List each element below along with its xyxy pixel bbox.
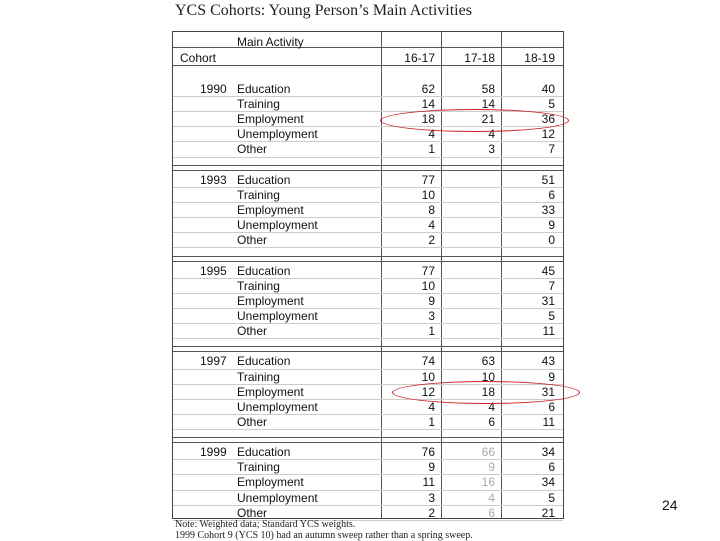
value-cell: 62: [421, 82, 435, 96]
value-cell: 9: [488, 460, 495, 475]
value-cell: 77: [421, 172, 435, 187]
cohort-separator: [173, 442, 563, 443]
row-line: [173, 293, 563, 294]
value-cell: 11: [542, 414, 555, 429]
age-header-18-19: 18-19: [524, 51, 555, 65]
activity-label: Training: [237, 460, 280, 475]
value-cell: 11: [422, 475, 435, 490]
header-divider: [173, 47, 563, 48]
value-cell: 12: [541, 127, 555, 142]
value-cell: 10: [421, 278, 435, 293]
value-cell: 6: [488, 414, 495, 429]
cohort-separator: [173, 437, 563, 438]
note-weighting: Note: Weighted data; Standard YCS weights.: [175, 519, 356, 530]
value-cell: 6: [548, 460, 555, 475]
column-divider: [381, 32, 382, 518]
row-line: [173, 278, 563, 279]
value-cell: 76: [421, 445, 435, 460]
activity-label: Other: [237, 324, 268, 338]
value-cell: 1: [428, 324, 435, 338]
value-cell: 58: [481, 82, 495, 96]
value-cell: 40: [541, 82, 555, 96]
row-line: [173, 338, 563, 339]
value-cell: 6: [548, 399, 555, 414]
row-line: [173, 217, 563, 218]
value-cell: 3: [428, 490, 435, 505]
activity-label: Unemployment: [237, 127, 318, 142]
row-line: [173, 232, 563, 233]
cohort-separator: [173, 165, 563, 166]
activity-label: Employment: [237, 384, 304, 399]
row-line: [173, 323, 563, 324]
activities-table: [172, 31, 564, 519]
cohort-separator: [173, 261, 563, 262]
value-cell: 31: [541, 293, 555, 308]
value-cell: 31: [541, 384, 555, 399]
value-cell: 4: [428, 218, 435, 233]
activity-label: Other: [237, 142, 268, 157]
activity-label: Unemployment: [237, 308, 318, 323]
cohort-year: 1993: [200, 172, 227, 187]
activity-label: Other: [237, 505, 268, 520]
value-cell: 4: [488, 127, 495, 142]
activity-label: Employment: [237, 293, 304, 308]
value-cell: 21: [481, 112, 495, 127]
row-line: [173, 247, 563, 248]
value-cell: 1: [428, 414, 435, 429]
activity-label: Unemployment: [237, 490, 318, 505]
activity-label: Education: [237, 263, 291, 278]
value-cell: 4: [428, 399, 435, 414]
value-cell: 2: [428, 233, 435, 248]
cohort-separator: [173, 170, 563, 171]
value-cell: 4: [428, 127, 435, 142]
value-cell: 4: [488, 399, 495, 414]
row-line: [173, 202, 563, 203]
value-cell: 12: [421, 384, 435, 399]
cohort-separator: [173, 346, 563, 347]
activity-label: Employment: [237, 112, 304, 127]
page-number: 24: [662, 497, 678, 513]
cohort-year: 1999: [200, 445, 227, 460]
value-cell: 43: [541, 354, 555, 369]
value-cell: 1: [428, 142, 435, 157]
value-cell: 14: [421, 97, 435, 112]
highlight-oval-1990-employment: [380, 109, 569, 132]
value-cell: 77: [421, 263, 435, 278]
activity-label: Training: [237, 278, 280, 293]
header-bottom-line: [173, 65, 563, 66]
cohort-header: Cohort: [180, 51, 217, 65]
value-cell: 5: [548, 490, 555, 505]
value-cell: 74: [421, 354, 435, 369]
value-cell: 9: [428, 293, 435, 308]
row-line: [173, 474, 563, 475]
value-cell: 18: [481, 384, 495, 399]
slide-title: YCS Cohorts: Young Person’s Main Activities: [175, 2, 472, 19]
cohort-year: 1997: [200, 354, 227, 369]
value-cell: 10: [421, 187, 435, 202]
activity-label: Education: [237, 172, 291, 187]
value-cell: 5: [548, 308, 555, 323]
cohort-separator: [173, 351, 563, 352]
cohort-year: 1995: [200, 263, 227, 278]
activity-label: Education: [237, 445, 291, 460]
row-line: [173, 308, 563, 309]
value-cell: 6: [488, 505, 495, 520]
row-line: [173, 141, 563, 142]
value-cell: 3: [488, 142, 495, 157]
value-cell: 11: [542, 324, 555, 338]
activity-label: Training: [237, 369, 280, 384]
activity-label: Unemployment: [237, 218, 318, 233]
age-header-17-18: 17-18: [464, 51, 495, 65]
value-cell: 63: [481, 354, 495, 369]
value-cell: 14: [481, 97, 495, 112]
value-cell: 33: [541, 203, 555, 217]
cohort-separator: [173, 256, 563, 257]
row-line: [173, 96, 563, 97]
value-cell: 6: [548, 187, 555, 202]
value-cell: 16: [481, 475, 495, 490]
value-cell: 4: [488, 490, 495, 505]
value-cell: 0: [548, 233, 555, 248]
value-cell: 2: [428, 505, 435, 520]
value-cell: 10: [481, 369, 495, 384]
value-cell: 34: [541, 475, 555, 490]
column-divider: [441, 32, 442, 518]
column-divider: [501, 32, 502, 518]
value-cell: 8: [428, 203, 435, 217]
activity-label: Training: [237, 97, 280, 112]
activity-label: Other: [237, 414, 268, 429]
highlight-oval-1997-employment: [392, 381, 580, 404]
value-cell: 66: [481, 445, 495, 460]
activity-label: Education: [237, 354, 291, 369]
row-line: [173, 369, 563, 370]
value-cell: 21: [541, 505, 555, 520]
value-cell: 3: [428, 308, 435, 323]
row-line: [173, 429, 563, 430]
row-line: [173, 459, 563, 460]
row-line: [173, 157, 563, 158]
value-cell: 10: [421, 369, 435, 384]
activity-label: Employment: [237, 203, 304, 217]
row-line: [173, 414, 563, 415]
value-cell: 7: [548, 142, 555, 157]
note-1999-sweep: 1999 Cohort 9 (YCS 10) had an autumn sweep rather than a spring sweep.: [175, 530, 473, 541]
main-activity-header: Main Activity: [237, 35, 304, 49]
activity-label: Education: [237, 82, 291, 96]
age-header-16-17: 16-17: [404, 51, 435, 65]
value-cell: 7: [548, 278, 555, 293]
value-cell: 5: [548, 97, 555, 112]
activity-label: Other: [237, 233, 268, 248]
value-cell: 18: [421, 112, 435, 127]
activity-label: Employment: [237, 475, 304, 490]
row-line: [173, 490, 563, 491]
row-line: [173, 187, 563, 188]
activity-label: Unemployment: [237, 399, 318, 414]
value-cell: 34: [541, 445, 555, 460]
value-cell: 9: [548, 369, 555, 384]
activity-label: Training: [237, 187, 280, 202]
value-cell: 36: [541, 112, 555, 127]
value-cell: 9: [548, 218, 555, 233]
cohort-year: 1990: [200, 82, 227, 96]
value-cell: 51: [541, 172, 555, 187]
value-cell: 9: [428, 460, 435, 475]
value-cell: 45: [541, 263, 555, 278]
row-line: [173, 505, 563, 506]
